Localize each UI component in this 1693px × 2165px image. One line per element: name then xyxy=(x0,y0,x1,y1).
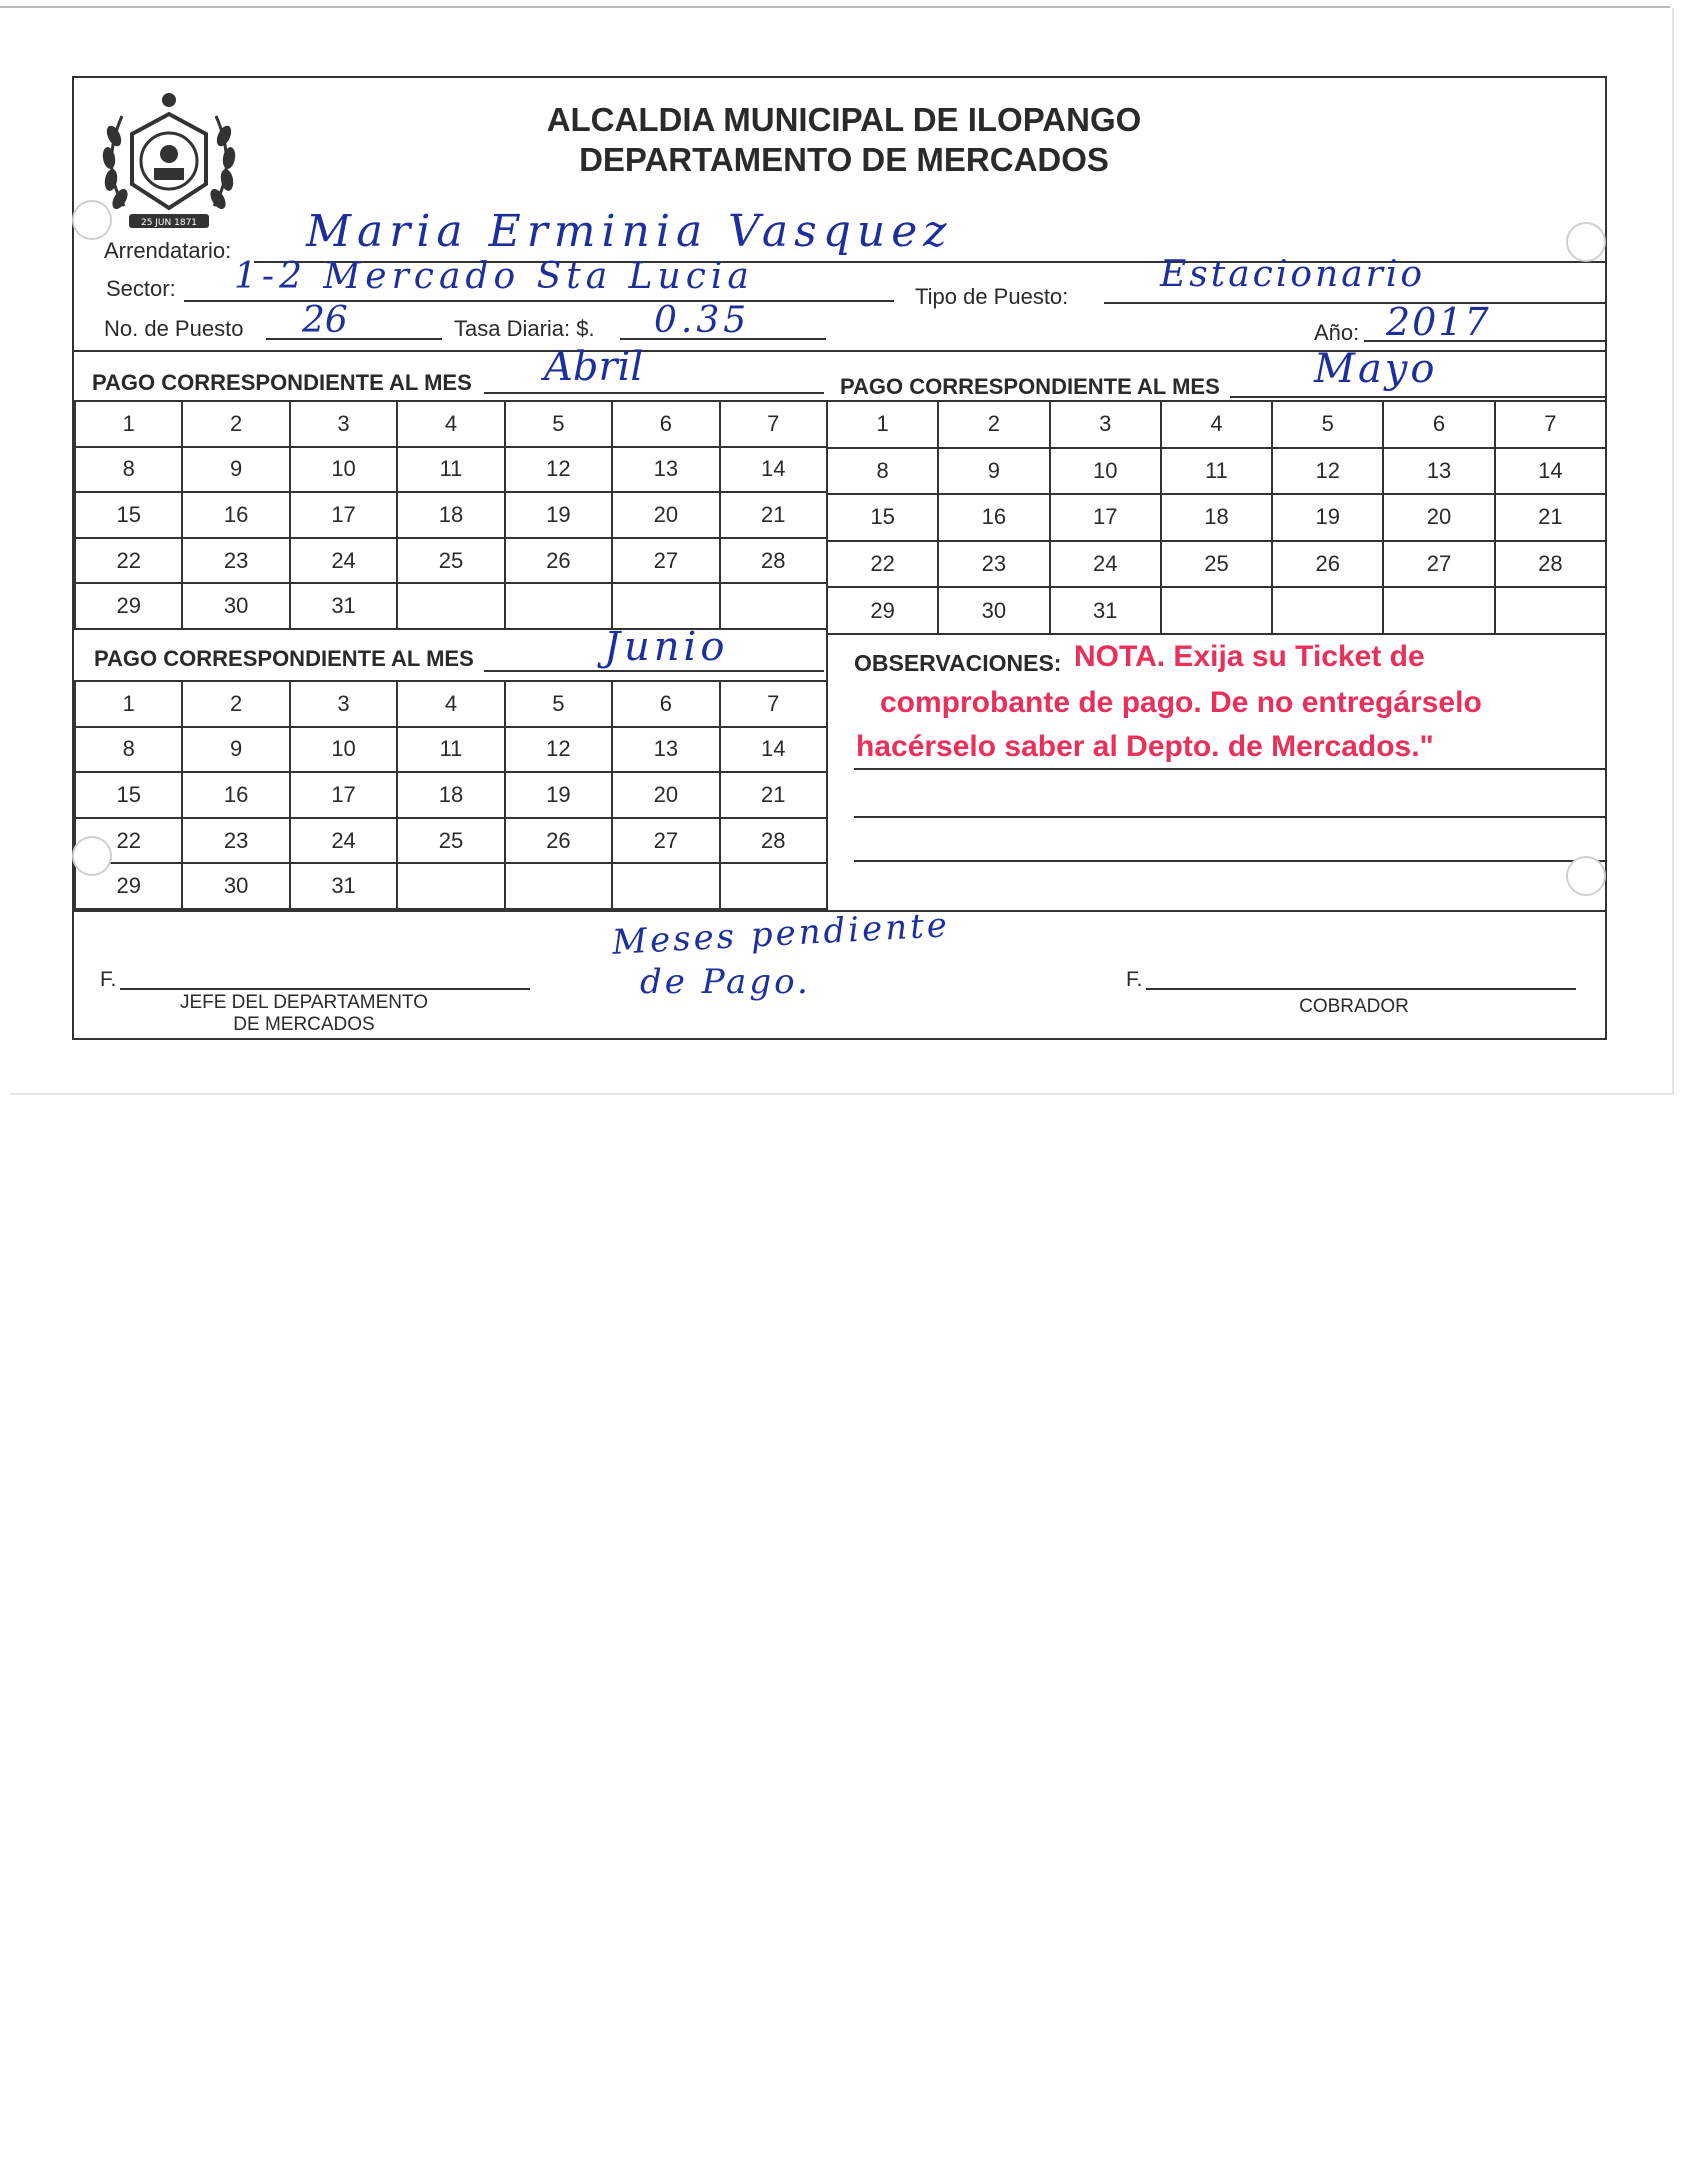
day-cell[interactable]: 30 xyxy=(182,583,289,629)
calendar-month-3 xyxy=(74,680,828,910)
jefe-label-line-1: JEFE DEL DEPARTAMENTO xyxy=(179,992,429,1013)
day-cell[interactable]: 16 xyxy=(938,494,1049,541)
month-3-label: PAGO CORRESPONDIENTE AL MES xyxy=(94,646,474,671)
day-cell[interactable]: 2 xyxy=(182,681,289,727)
tipo-puesto-value[interactable]: Estacionario xyxy=(1160,254,1426,295)
day-cell[interactable]: 25 xyxy=(397,538,504,584)
anio-label: Año: xyxy=(1314,320,1360,345)
observaciones-line-3 xyxy=(854,860,1605,862)
day-cell[interactable]: 26 xyxy=(505,538,612,584)
day-cell[interactable]: 22 xyxy=(75,538,182,584)
jefe-label-line-2: DE MERCADOS xyxy=(233,1014,375,1035)
day-cell[interactable]: 23 xyxy=(182,538,289,584)
month-1-label: PAGO CORRESPONDIENTE AL MES xyxy=(92,370,472,395)
punch-hole xyxy=(1566,856,1606,896)
tipo-puesto-line xyxy=(1104,302,1607,304)
day-cell[interactable]: 19 xyxy=(505,772,612,818)
day-cell[interactable]: 30 xyxy=(182,863,289,909)
signature-f-right: F. xyxy=(1126,968,1143,991)
day-cell[interactable]: 28 xyxy=(720,538,827,584)
calendar-week-row xyxy=(827,587,1606,634)
punch-hole xyxy=(72,836,112,876)
day-cell[interactable]: 14 xyxy=(720,447,827,493)
day-cell[interactable]: 1 xyxy=(827,401,938,448)
day-cell[interactable]: 9 xyxy=(182,727,289,773)
day-cell[interactable]: 12 xyxy=(505,447,612,493)
day-cell[interactable] xyxy=(1495,587,1606,634)
month-1-value[interactable]: Abril xyxy=(544,344,644,390)
observaciones-line-2 xyxy=(854,816,1605,818)
day-cell[interactable]: 24 xyxy=(290,538,397,584)
tipo-puesto-label: Tipo de Puesto: xyxy=(915,284,1069,309)
day-cell[interactable]: 11 xyxy=(397,727,504,773)
day-cell[interactable]: 27 xyxy=(1383,541,1494,588)
day-cell[interactable]: 6 xyxy=(612,681,719,727)
day-cell[interactable]: 17 xyxy=(290,492,397,538)
pending-note-line-2: de Pago. xyxy=(640,962,811,1002)
calendar-week-row xyxy=(75,538,827,584)
day-cell[interactable]: 16 xyxy=(182,772,289,818)
day-cell[interactable] xyxy=(1161,587,1272,634)
calendar-week-row xyxy=(75,401,827,447)
day-cell[interactable] xyxy=(612,583,719,629)
day-cell[interactable]: 27 xyxy=(612,538,719,584)
note-line-2: comprobante de pago. De no entregárselo xyxy=(880,686,1482,719)
calendar-month-2 xyxy=(826,400,1607,635)
day-cell[interactable]: 10 xyxy=(1050,448,1161,495)
month-2-value[interactable]: Mayo xyxy=(1314,346,1438,392)
day-cell[interactable]: 10 xyxy=(290,447,397,493)
day-cell[interactable]: 24 xyxy=(290,818,397,864)
seal-caption: 25 JUN 1871 xyxy=(140,218,198,228)
calendar-week-row xyxy=(75,681,827,727)
day-cell[interactable]: 15 xyxy=(75,492,182,538)
day-cell[interactable]: 5 xyxy=(1272,401,1383,448)
day-cell[interactable]: 2 xyxy=(182,401,289,447)
page-title xyxy=(394,100,1294,180)
sector-value[interactable]: 1-2 Mercado Sta Lucia xyxy=(234,256,754,297)
day-cell[interactable]: 2 xyxy=(938,401,1049,448)
title-line-2: DEPARTAMENTO DE MERCADOS xyxy=(579,141,1109,178)
day-cell[interactable]: 12 xyxy=(1272,448,1383,495)
day-cell[interactable]: 8 xyxy=(827,448,938,495)
calendar-week-row xyxy=(75,818,827,864)
jefe-signature-line[interactable] xyxy=(120,988,530,990)
day-cell[interactable]: 9 xyxy=(938,448,1049,495)
day-cell[interactable]: 15 xyxy=(75,772,182,818)
day-cell[interactable]: 14 xyxy=(720,727,827,773)
day-cell[interactable]: 31 xyxy=(290,583,397,629)
day-cell[interactable]: 6 xyxy=(1383,401,1494,448)
day-cell[interactable]: 7 xyxy=(720,681,827,727)
day-cell[interactable] xyxy=(612,863,719,909)
cobrador-label: COBRADOR xyxy=(1299,996,1409,1017)
day-cell[interactable]: 18 xyxy=(397,492,504,538)
day-cell[interactable] xyxy=(397,583,504,629)
day-cell[interactable] xyxy=(720,583,827,629)
day-cell[interactable]: 22 xyxy=(75,818,182,864)
day-cell[interactable]: 31 xyxy=(1050,587,1161,634)
day-cell[interactable]: 1 xyxy=(75,401,182,447)
day-cell[interactable]: 17 xyxy=(290,772,397,818)
day-cell[interactable]: 8 xyxy=(75,447,182,493)
day-cell[interactable]: 11 xyxy=(397,447,504,493)
day-cell[interactable]: 10 xyxy=(290,727,397,773)
jefe-label xyxy=(154,992,454,1036)
punch-hole xyxy=(1566,222,1606,262)
title-line-1: ALCALDIA MUNICIPAL DE ILOPANGO xyxy=(546,101,1142,138)
sector-label: Sector: xyxy=(106,276,176,301)
day-cell[interactable]: 4 xyxy=(1161,401,1272,448)
day-cell[interactable]: 24 xyxy=(1050,541,1161,588)
day-cell[interactable]: 20 xyxy=(612,772,719,818)
day-cell[interactable]: 1 xyxy=(75,681,182,727)
day-cell[interactable]: 3 xyxy=(1050,401,1161,448)
day-cell[interactable]: 18 xyxy=(397,772,504,818)
day-cell[interactable]: 13 xyxy=(612,727,719,773)
cobrador-signature-line[interactable] xyxy=(1146,988,1576,990)
pending-note-line-1: Meses pendiente xyxy=(611,905,951,963)
day-cell[interactable]: 29 xyxy=(75,863,182,909)
calendar-month-1 xyxy=(74,400,828,630)
sector-line xyxy=(184,300,894,302)
day-cell[interactable]: 4 xyxy=(397,401,504,447)
day-cell[interactable]: 28 xyxy=(1495,541,1606,588)
day-cell[interactable]: 7 xyxy=(720,401,827,447)
day-cell[interactable]: 3 xyxy=(290,401,397,447)
tasa-label: Tasa Diaria: $. xyxy=(454,316,595,341)
day-cell[interactable]: 21 xyxy=(1495,494,1606,541)
calendar-week-row xyxy=(75,772,827,818)
day-cell[interactable]: 4 xyxy=(397,681,504,727)
note-line-3: hacérselo saber al Depto. de Mercados." xyxy=(856,730,1434,763)
month-3-line xyxy=(484,670,824,672)
calendar-week-row xyxy=(827,401,1606,448)
day-cell[interactable]: 18 xyxy=(1161,494,1272,541)
month-1-line xyxy=(484,392,824,394)
day-cell[interactable]: 12 xyxy=(505,727,612,773)
day-cell[interactable]: 28 xyxy=(720,818,827,864)
calendar-week-row xyxy=(75,583,827,629)
payment-card xyxy=(72,76,1607,1040)
observaciones-label: OBSERVACIONES: xyxy=(854,650,1062,676)
anio-value[interactable]: 2017 xyxy=(1386,300,1491,344)
arrendatario-value[interactable]: Maria Erminia Vasquez xyxy=(306,206,953,257)
municipal-seal-icon xyxy=(94,86,244,236)
day-cell[interactable]: 6 xyxy=(612,401,719,447)
day-cell[interactable]: 17 xyxy=(1050,494,1161,541)
day-cell[interactable]: 25 xyxy=(397,818,504,864)
observaciones-line-1 xyxy=(854,768,1605,770)
month-3-value[interactable]: Junio xyxy=(604,624,729,670)
day-cell[interactable]: 14 xyxy=(1495,448,1606,495)
calendar-week-row xyxy=(827,494,1606,541)
day-cell[interactable]: 5 xyxy=(505,401,612,447)
day-cell[interactable]: 11 xyxy=(1161,448,1272,495)
day-cell[interactable]: 9 xyxy=(182,447,289,493)
day-cell[interactable]: 23 xyxy=(938,541,1049,588)
puesto-line xyxy=(266,338,442,340)
calendar-week-row xyxy=(75,447,827,493)
day-cell[interactable]: 20 xyxy=(612,492,719,538)
day-cell[interactable] xyxy=(720,863,827,909)
day-cell[interactable]: 3 xyxy=(290,681,397,727)
day-cell[interactable]: 19 xyxy=(1272,494,1383,541)
day-cell[interactable]: 5 xyxy=(505,681,612,727)
day-cell[interactable]: 26 xyxy=(1272,541,1383,588)
day-cell[interactable]: 21 xyxy=(720,492,827,538)
day-cell[interactable]: 16 xyxy=(182,492,289,538)
tasa-value[interactable]: 0.35 xyxy=(654,300,751,341)
day-cell[interactable] xyxy=(1383,587,1494,634)
day-cell[interactable]: 29 xyxy=(827,587,938,634)
day-cell[interactable]: 26 xyxy=(505,818,612,864)
day-cell[interactable]: 19 xyxy=(505,492,612,538)
day-cell[interactable] xyxy=(397,863,504,909)
day-cell[interactable]: 22 xyxy=(827,541,938,588)
day-cell[interactable]: 25 xyxy=(1161,541,1272,588)
day-cell[interactable]: 23 xyxy=(182,818,289,864)
day-cell[interactable]: 20 xyxy=(1383,494,1494,541)
day-cell[interactable]: 21 xyxy=(720,772,827,818)
day-cell[interactable]: 13 xyxy=(612,447,719,493)
month-2-label: PAGO CORRESPONDIENTE AL MES xyxy=(840,374,1220,399)
punch-hole xyxy=(72,200,112,240)
day-cell[interactable] xyxy=(505,863,612,909)
puesto-label: No. de Puesto xyxy=(104,316,244,341)
day-cell[interactable]: 13 xyxy=(1383,448,1494,495)
day-cell[interactable]: 29 xyxy=(75,583,182,629)
month-2-line xyxy=(1230,396,1607,398)
signature-f-left: F. xyxy=(100,968,117,991)
day-cell[interactable]: 15 xyxy=(827,494,938,541)
day-cell[interactable] xyxy=(1272,587,1383,634)
day-cell[interactable]: 7 xyxy=(1495,401,1606,448)
calendar-week-row xyxy=(75,492,827,538)
calendar-week-row xyxy=(827,448,1606,495)
day-cell[interactable]: 30 xyxy=(938,587,1049,634)
calendar-week-row xyxy=(75,727,827,773)
note-line-1: NOTA. Exija su Ticket de xyxy=(1074,640,1425,673)
calendar-week-row xyxy=(827,541,1606,588)
arrendatario-label: Arrendatario: xyxy=(104,238,232,263)
puesto-value[interactable]: 26 xyxy=(302,300,348,341)
day-cell[interactable]: 8 xyxy=(75,727,182,773)
day-cell[interactable]: 27 xyxy=(612,818,719,864)
day-cell[interactable]: 31 xyxy=(290,863,397,909)
center-divider-bottom xyxy=(826,630,828,912)
calendar-week-row xyxy=(75,863,827,909)
day-cell[interactable] xyxy=(505,583,612,629)
